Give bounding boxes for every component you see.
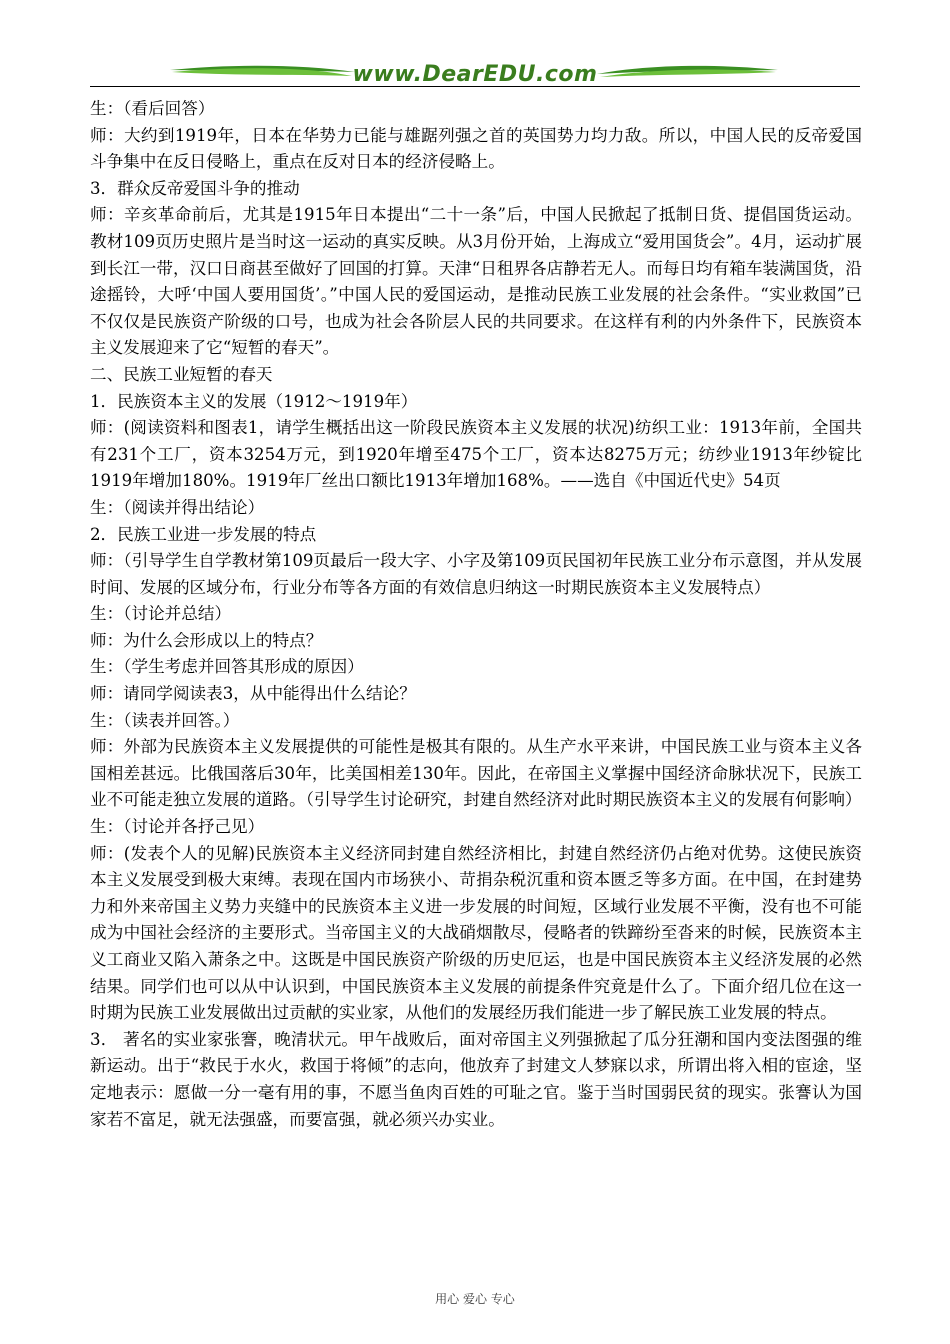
page-footer: 用心 爱心 专心: [435, 1292, 515, 1306]
paragraph: 师：（引导学生自学教材第109页最后一段大字、小字及第109页民国初年民族工业分布示意图，并从发展时间、发展的区域分布，行业分布等各方面的有效信息归纳这一时期民族资本主义发展特点）: [90, 551, 862, 597]
paragraph: 生：（讨论并总结）: [90, 604, 232, 624]
page-header: [0, 0, 950, 92]
paragraph: 生：（阅读并得出结论）: [90, 497, 265, 517]
paragraph: 生：（读表并回答。）: [90, 710, 240, 730]
paragraph: 生：（讨论并各抒己见）: [90, 817, 265, 837]
paragraph: 师：辛亥革命前后，尤其是1915年日本提出“二十一条”后，中国人民掀起了抵制日货、提倡国货运动。教材109页历史照片是当时这一运动的真实反映。从3月份开始，上海成立“爱用国货会”。4月，运动扩展到长江一带，汉口日商甚至做好了回国的打算。天津“日租界各店静若无人。而每日均有箱车装满国货，沿途摇铃，大呼‘中国人要用国货’。”中国人民的爱国运动，是推动民族工业发展的社会条件。“实业救国”已不仅仅是民族资产阶级的口号，也成为社会各阶层人民的共同要求。在这样有利的内外条件下，民族资本主义发展迎来了它“短暂的春天”。: [90, 205, 862, 358]
document-body: [90, 96, 862, 1133]
paragraph: 生：（学生考虑并回答其形成的原因）: [90, 657, 364, 677]
header-divider: [90, 86, 860, 87]
paragraph: 师：请同学阅读表3，从中能得出什么结论？: [90, 684, 416, 704]
paragraph: 师：外部为民族资本主义发展提供的可能性是极其有限的。从生产水平来讲，中国民族工业与资本主义各国相差甚远。比俄国落后30年，比美国相差130年。因此，在帝国主义掌握中国经济命脉状况下，民族工业不可能走独立发展的道路。（引导学生讨论研究，封建自然经济对此时期民族资本主义的发展有何影响）: [90, 737, 862, 810]
section-heading: 1．民族资本主义的发展（1912～1919年）: [90, 391, 418, 411]
section-heading: 2．民族工业进一步发展的特点: [90, 524, 317, 544]
paragraph: 师：(阅读资料和图表1，请学生概括出这一阶段民族资本主义发展的状况)纺织工业：1913年前，全国共有231个工厂，资本3254万元，到1920年增至475个工厂，资本达8275万元；纺纱业1913年纱锭比1919年增加180%。1919年厂丝出口额比1913年增加168%。——选自《中国近代史》54页: [90, 418, 862, 491]
paragraph: 师：为什么会形成以上的特点？: [90, 630, 323, 650]
paragraph: 3． 著名的实业家张謇，晚清状元。甲午战败后，面对帝国主义列强掀起了瓜分狂潮和国内变法图强的维新运动。出于“救民于水火，救国于将倾”的志向，他放弃了封建文人梦寐以求，所谓出将入相的宦途，坚定地表示：愿做一分一毫有用的事，不愿当鱼肉百姓的可耻之官。鉴于当时国弱民贫的现实。张謇认为国家若不富足，就无法强盛，而要富强，就必须兴办实业。: [90, 1029, 862, 1129]
site-logo-text: www.DearEDU.com: [352, 62, 598, 87]
paragraph: 生：（看后回答）: [90, 99, 215, 118]
section-heading: 3．群众反帝爱国斗争的推动: [90, 178, 300, 198]
section-heading: 二、民族工业短暂的春天: [90, 364, 273, 384]
paragraph: 师：大约到1919年，日本在华势力已能与雄踞列强之首的英国势力均力敌。所以，中国人民的反帝爱国斗争集中在反日侵略上，重点在反对日本的经济侵略上。: [90, 125, 862, 172]
paragraph: 师：(发表个人的见解)民族资本主义经济同封建自然经济相比，封建自然经济仍占绝对优势。这使民族资本主义发展受到极大束缚。表现在国内市场狭小、苛捐杂税沉重和资本匮乏等多方面。在中国，在封建势力和外来帝国主义势力夹缝中的民族资本主义进一步发展的时间短，区域行业发展不平衡，没有也不可能成为中国社会经济的主要形式。当帝国主义的大战硝烟散尽，侵略者的铁蹄纷至沓来的时候，民族资本主义工商业又陷入萧条之中。这既是中国民族资产阶级的历史厄运，也是中国民族资本主义经济发展的必然结果。同学们也可以从中认识到，中国民族资本主义发展的前提条件究竟是什么了。下面介绍几位在这一时期为民族工业发展做出过贡献的实业家，从他们的发展经历我们能进一步了解民族工业发展的特点。: [90, 843, 862, 1023]
